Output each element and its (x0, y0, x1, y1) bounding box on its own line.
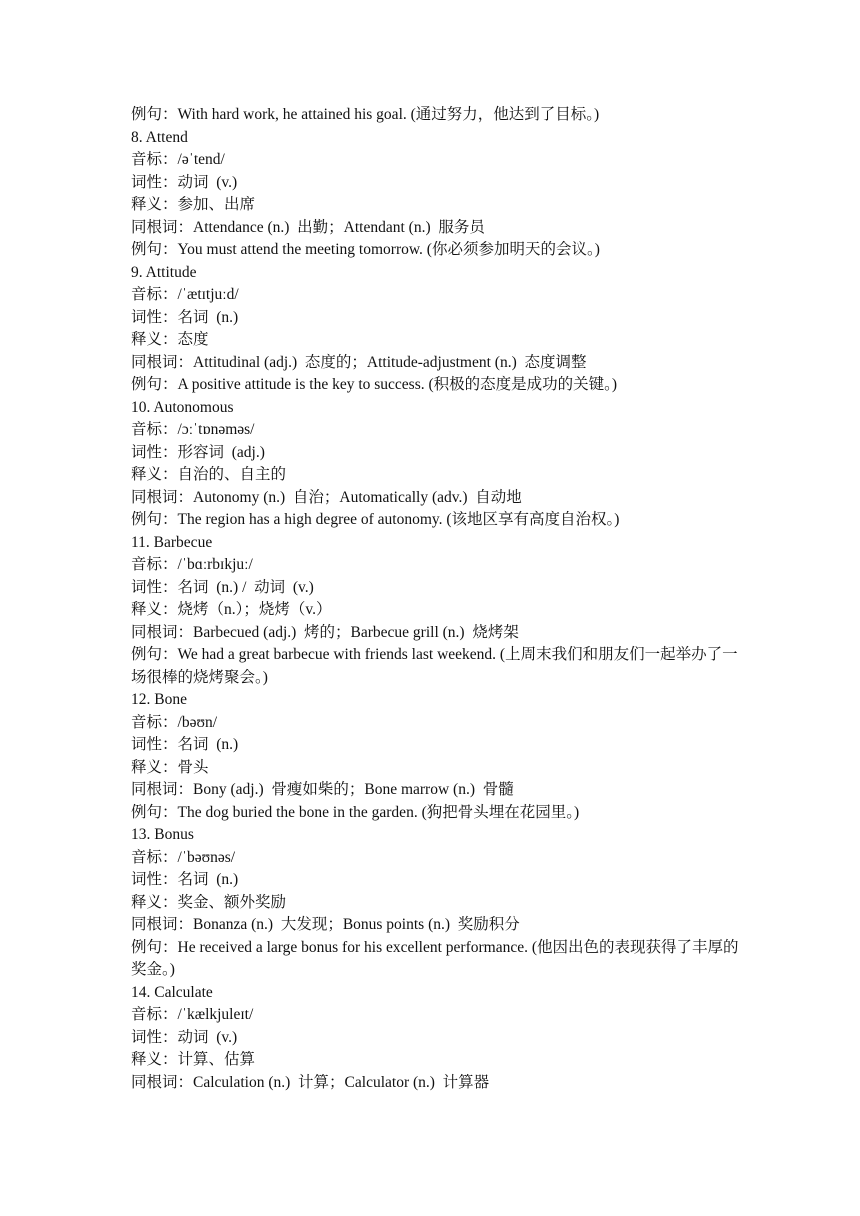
phonetic-line (131, 1004, 741, 1027)
entry-heading: 13. Bonus (131, 826, 194, 843)
example-text: We had a great barbecue with friends last weekend. (上周末我们和朋友们一起举办了一场很棒的烧烤聚会。) (131, 646, 738, 686)
phonetic-label: 音标： (131, 713, 178, 731)
cognate-line (131, 622, 741, 645)
pos-label: 词性： (131, 173, 178, 191)
meaning-line (131, 757, 741, 780)
phonetic-text: /ˈbəʊnəs/ (177, 848, 236, 866)
cognate-line (131, 487, 741, 510)
vocab-entry (131, 127, 741, 262)
cognate-line (131, 352, 741, 375)
meaning-line (131, 329, 741, 352)
example-label: 例句： (131, 106, 178, 123)
meaning-text: 骨头 (177, 758, 209, 776)
phonetic-text: /ˈkælkjuleɪt/ (177, 1006, 254, 1023)
meaning-line (131, 194, 741, 217)
phonetic-label: 音标： (131, 1006, 178, 1023)
pos-text: 名词 (n.) (177, 308, 239, 326)
pos-text: 形容词 (adj.) (177, 443, 265, 461)
example-line (131, 239, 741, 262)
meaning-label: 释义： (131, 1051, 178, 1068)
cognate-label: 同根词： (131, 623, 194, 641)
example-line (131, 374, 741, 397)
phonetic-text: /bəʊn/ (177, 713, 218, 731)
example-label: 例句： (131, 646, 178, 663)
phonetic-line (131, 712, 741, 735)
phonetic-line (131, 554, 741, 577)
vocab-entry (131, 689, 741, 824)
meaning-line (131, 599, 741, 622)
pos-label: 词性： (131, 736, 178, 753)
cognate-text: Attitudinal (adj.) 态度的；Attitude-adjustment (n.) 态度调整 (193, 353, 587, 371)
example-line (131, 937, 741, 982)
cognate-line (131, 779, 741, 802)
pos-label: 词性： (131, 443, 178, 461)
pos-line (131, 734, 741, 757)
cognate-label: 同根词： (131, 353, 194, 371)
pos-line (131, 307, 741, 330)
cognate-text: Bonanza (n.) 大发现；Bonus points (n.) 奖励积分 (193, 916, 520, 933)
vocab-entry (131, 532, 741, 690)
meaning-label: 释义： (131, 331, 178, 348)
pos-line (131, 577, 741, 600)
meaning-text: 奖金、额外奖励 (177, 893, 287, 911)
entry-heading: 12. Bone (131, 691, 187, 708)
pos-text: 名词 (n.) (177, 736, 239, 753)
phonetic-text: /əˈtend/ (177, 151, 225, 168)
cognate-label: 同根词： (131, 916, 194, 933)
cognate-line (131, 914, 741, 937)
phonetic-text: /ˈbɑːrbɪkjuː/ (177, 556, 253, 573)
pos-text: 动词 (v.) (177, 1028, 238, 1046)
cognate-label: 同根词： (131, 781, 194, 798)
meaning-label: 释义： (131, 601, 178, 618)
entry-heading: 11. Barbecue (131, 533, 213, 551)
phonetic-label: 音标： (131, 848, 178, 866)
cognate-text: Barbecued (adj.) 烤的；Barbecue grill (n.) 烧烤架 (193, 623, 519, 641)
phonetic-label: 音标： (131, 421, 178, 438)
cognate-text: Autonomy (n.) 自治；Automatically (adv.) 自动地 (193, 488, 522, 506)
vocab-entry (131, 982, 741, 1095)
example-text: He received a large bonus for his excellent performance. (他因出色的表现获得了丰厚的奖金。) (131, 938, 739, 978)
vocab-entry (131, 262, 741, 397)
meaning-line (131, 892, 741, 915)
example-line (131, 644, 741, 689)
pos-line (131, 869, 741, 892)
meaning-line (131, 1049, 741, 1072)
meaning-text: 自治的、自主的 (177, 466, 287, 483)
phonetic-text: /ɔːˈtɒnəməs/ (177, 421, 255, 438)
pos-line (131, 442, 741, 465)
document-page (131, 104, 741, 1094)
meaning-label: 释义： (131, 196, 178, 213)
phonetic-line (131, 149, 741, 172)
pos-text: 名词 (n.) (177, 871, 239, 888)
meaning-text: 态度 (177, 331, 209, 348)
pos-line (131, 172, 741, 195)
pos-text: 动词 (v.) (177, 173, 238, 191)
meaning-text: 烧烤（n.）；烧烤（v.） (177, 601, 332, 618)
meaning-line (131, 464, 741, 487)
pos-label: 词性： (131, 1028, 178, 1046)
entry-heading: 10. Autonomous (131, 398, 234, 416)
entry-heading: 9. Attitude (131, 263, 197, 281)
example-text: You must attend the meeting tomorrow. (你必须参加明天的会议。) (177, 241, 600, 258)
example-label: 例句： (131, 376, 178, 393)
example-text: A positive attitude is the key to success. (积极的态度是成功的关键。) (177, 376, 618, 393)
example-label: 例句： (131, 938, 178, 956)
cognate-text: Attendance (n.) 出勤；Attendant (n.) 服务员 (193, 218, 485, 236)
example-label: 例句： (131, 511, 178, 528)
example-line (131, 802, 741, 825)
entry-heading: 8. Attend (131, 128, 188, 146)
cognate-label: 同根词： (131, 1073, 194, 1091)
example-label: 例句： (131, 803, 178, 821)
meaning-text: 计算、估算 (177, 1051, 256, 1068)
example-text: The region has a high degree of autonomy. (该地区享有高度自治权。) (177, 511, 620, 528)
pos-label: 词性： (131, 578, 178, 596)
cognate-label: 同根词： (131, 488, 194, 506)
phonetic-label: 音标： (131, 556, 178, 573)
cognate-label: 同根词： (131, 218, 194, 236)
phonetic-label: 音标： (131, 286, 178, 303)
phonetic-line (131, 419, 741, 442)
pos-label: 词性： (131, 308, 178, 326)
example-text: With hard work, he attained his goal. (通过努力，他达到了目标。) (177, 106, 600, 123)
meaning-label: 释义： (131, 466, 178, 483)
cognate-line (131, 1072, 741, 1095)
meaning-text: 参加、出席 (177, 196, 256, 213)
example-line (131, 509, 741, 532)
phonetic-line (131, 284, 741, 307)
vocab-entry (131, 824, 741, 982)
lead-example-line (131, 104, 741, 127)
cognate-text: Calculation (n.) 计算；Calculator (n.) 计算器 (193, 1073, 490, 1091)
entry-heading: 14. Calculate (131, 983, 213, 1001)
pos-text: 名词 (n.) / 动词 (v.) (177, 578, 314, 596)
phonetic-text: /ˈætɪtjuːd/ (177, 286, 239, 303)
cognate-text: Bony (adj.) 骨瘦如柴的；Bone marrow (n.) 骨髓 (193, 781, 514, 798)
example-label: 例句： (131, 241, 178, 258)
meaning-label: 释义： (131, 893, 178, 911)
pos-label: 词性： (131, 871, 178, 888)
cognate-line (131, 217, 741, 240)
phonetic-label: 音标： (131, 151, 178, 168)
example-text: The dog buried the bone in the garden. (狗把骨头埋在花园里。) (177, 803, 580, 821)
meaning-label: 释义： (131, 758, 178, 776)
vocab-entry (131, 397, 741, 532)
phonetic-line (131, 847, 741, 870)
pos-line (131, 1027, 741, 1050)
